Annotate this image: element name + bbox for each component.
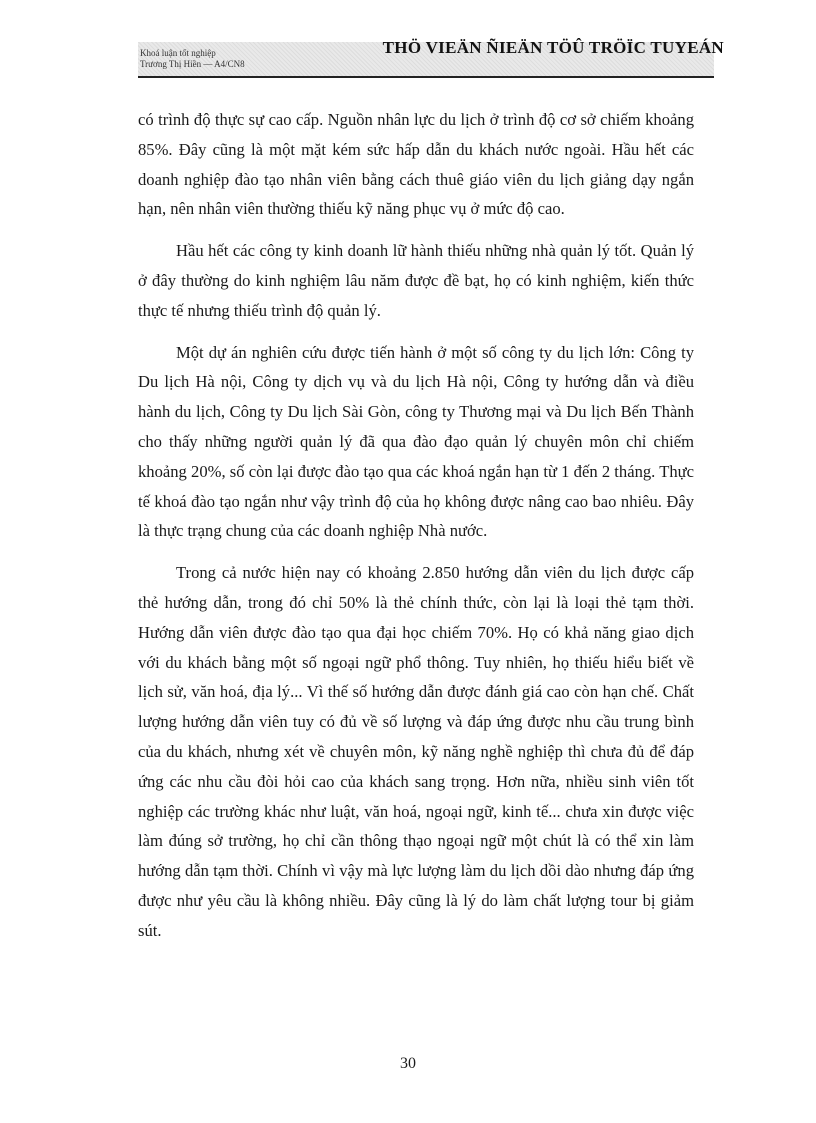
paragraph-continuation: có trình độ thực sự cao cấp. Nguồn nhân lực du lịch ở trình độ cơ sở chiếm khoảng 85%. Đây cũng là một mặt kém sức hấp dẫn du khách nước ngoài. Hầu hết các doanh nghiệp đào tạo nhân viên bằng cách thuê giáo viên du lịch giảng dạy ngắn hạn, nên nhân viên thường thiếu kỹ năng phục vụ ở mức độ cao.: [138, 110, 694, 219]
page-number: 30: [400, 1055, 416, 1072]
paragraph: Trong cả nước hiện nay có khoảng 2.850 hướng dẫn viên du lịch được cấp thẻ hướng dẫn, trong đó chỉ 50% là thẻ chính thức, còn lại là loại thẻ tạm thời. Hướng dẫn viên được đào tạo qua đại học chiếm 70%. Họ có khả năng giao dịch với du khách bằng một số ngoại ngữ phổ thông. Tuy nhiên, họ thiếu hiểu biết về lịch sử, văn hoá, địa lý... Vì thế số hướng dẫn được đánh giá cao còn hạn chế. Chất lượng hướng dẫn viên tuy có đủ về số lượng và đáp ứng được nhu cầu trung bình của du khách, nhưng xét về chuyên môn, kỹ năng nghề nghiệp thì chưa đủ để đáp ứng các nhu cầu đòi hỏi cao của khách sang trọng. Hơn nữa, nhiều sinh viên tốt nghiệp các trường khác như luật, văn hoá, ngoại ngữ, kinh tế... chưa xin được việc làm đúng sở trường, họ chỉ cần thông thạo ngoại ngữ một chút là có thể xin làm hướng dẫn tạm thời. Chính vì vậy mà lực lượng làm du lịch dồi dào nhưng đáp ứng được như yêu cầu là không nhiều. Đây cũng là lý do làm chất lượng tour bị giảm sút.: [138, 563, 694, 940]
page-header: [138, 36, 724, 78]
paragraph: Một dự án nghiên cứu được tiến hành ở một số công ty du lịch lớn: Công ty Du lịch Hà nội, Công ty dịch vụ và du lịch Hà nội, Công ty hướng dẫn và điều hành du lịch, Công ty Du lịch Sài Gòn, công ty Thương mại và Du lịch Bến Thành cho thấy những người quản lý đã qua đào đạo quản lý chuyên môn chỉ chiếm khoảng 20%, số còn lại được đào tạo qua các khoá ngắn hạn từ 1 đến 2 tháng. Thực tế khoá đào tạo ngắn như vậy trình độ của họ không được nâng cao bao nhiêu. Đây là thực trạng chung của các doanh nghiệp Nhà nước.: [138, 342, 694, 541]
header-thesis-label: Khoá luận tốt nghiệp: [140, 48, 216, 58]
document-body: [138, 105, 694, 958]
header-left-info: [140, 48, 245, 70]
header-library-title: THÖ VIEÄN ÑIEÄN TÖÛ TRÖÏC TUYEÁN: [382, 38, 724, 57]
header-divider: [138, 76, 714, 78]
paragraph: Hầu hết các công ty kinh doanh lữ hành thiếu những nhà quản lý tốt. Quản lý ở đây thường do kinh nghiệm lâu năm được đề bạt, họ có kinh nghiệm, kiến thức thực tế nhưng thiếu trình độ quản lý.: [138, 241, 694, 320]
header-author-label: Trương Thị Hiền — A4/CN8: [140, 59, 245, 69]
